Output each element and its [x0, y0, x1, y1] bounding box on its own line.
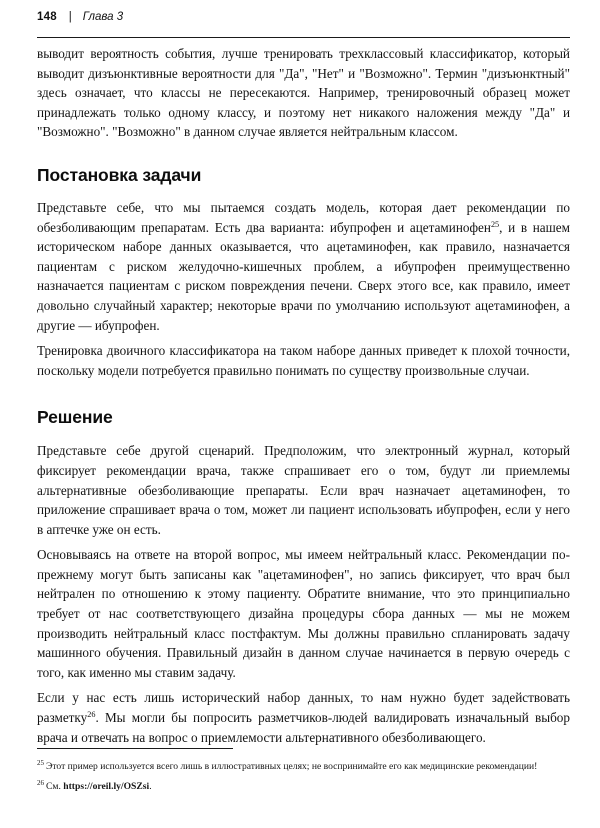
section-heading-block-solution — [37, 407, 570, 427]
running-head — [37, 12, 570, 38]
paragraph-solution-2: Основываясь на ответе на второй вопрос, мы имеем нейтральный класс. Рекомендации по-прежнему могут быть записаны как "ацетаминофен", но запись фиксирует, что врач был нейтрален по отношению к этому пациенту. Обратите внимание, что это принципиально требует от нас соответствующего дизайна процедуры сбора данных — мы не можем производить нейтральный класс постфактум. Мы должны правильно спланировать задачу машинного обучения. Правильный дизайн в данном случае начинается в первую очередь с того, как именно мы ставим задачу. — [37, 547, 570, 680]
paragraph-problem-1 — [37, 198, 570, 335]
footnote-26 — [37, 780, 570, 795]
footnote-separator-rule — [37, 748, 233, 749]
footnote-reference-26[interactable]: 26 — [87, 710, 96, 720]
paragraph-solution-3-part-b: . Мы могли бы попросить разметчиков-людей валидировать изначальный выбор врача и отвечать на вопрос о приемлемости альтернативного обезболивающего. — [37, 710, 570, 745]
footnote-25-text: Этот пример используется всего лишь в иллюстративных целях; не воспринимайте его как медицинские рекомендации! — [46, 761, 538, 772]
paragraph-problem-1-part-b: , и в нашем историческом наборе данных оказывается, что ацетаминофен, как правило, назначается пациентам с риском желудочно-кишечных проблем, а ибупрофен преимущественно назначается пациентам с риском повреждения печени. Сверх этого все, как правило, имеет довольно случайный характер; некоторые врачи по умолчанию используют ацетаминофен, а другие — ибупрофен. — [37, 219, 570, 333]
footnote-26-number: 26 — [37, 778, 44, 787]
paragraph-problem-1-part-a: Представьте себе, что мы пытаемся создать модель, которая дает рекомендации по обезболивающим препаратам. Есть два варианта: ибупрофен и ацетаминофен — [37, 199, 570, 235]
paragraph-problem-2: Тренировка двоичного классификатора на таком наборе данных приведет к плохой точности, поскольку модели потребуется правильно понимать по существу произвольные случаи. — [37, 343, 570, 378]
heading-solution: Решение — [37, 407, 113, 428]
paragraph-solution-3 — [37, 688, 570, 747]
footnote-26-prefix: См. — [46, 780, 64, 792]
footnote-reference-25[interactable]: 25 — [490, 219, 500, 229]
footnote-25 — [37, 760, 570, 775]
footnotes-area — [37, 748, 570, 794]
header-separator: | — [68, 11, 72, 23]
chapter-label: Глава 3 — [82, 11, 124, 23]
paragraph-solution-3-part-a: Если у нас есть лишь исторический набор данных, то нам нужно будет задействовать разметку — [37, 690, 570, 726]
footnote-26-suffix: . — [149, 780, 152, 792]
footnote-26-url[interactable]: https://oreil.ly/OSZsi — [63, 780, 150, 792]
paragraph-solution-1: Представьте себе другой сценарий. Предположим, что электронный журнал, который фиксирует рекомендации врача, также спрашивает его о том, будут ли приемлемы альтернативные обезболивающие препараты. Если врач назначает ацетаминофен, то приложение спрашивает врача о том, может ли пациент использовать ибупрофен, если у него в аптечке уже он есть. — [37, 443, 570, 537]
section-heading-block-problem — [37, 165, 570, 185]
paragraph-continuation: выводит вероятность события, лучше тренировать трехклассовый классификатор, который выводит дизъюнктивные вероятности для "Да", "Нет" и "Возможно". Термин "дизъюнктный" здесь означает, что классы не пересекаются. Например, тренировочный образец может принадлежать только одному классу, и поэтому нет никакого наложения между "Да" и "Возможно". "Возможно" в данном случае является нейтральным классом. — [37, 46, 570, 140]
page-number: 148 — [37, 11, 57, 23]
heading-problem-statement: Постановка задачи — [37, 164, 202, 185]
footnote-25-number: 25 — [37, 759, 44, 767]
text-column — [37, 44, 570, 747]
